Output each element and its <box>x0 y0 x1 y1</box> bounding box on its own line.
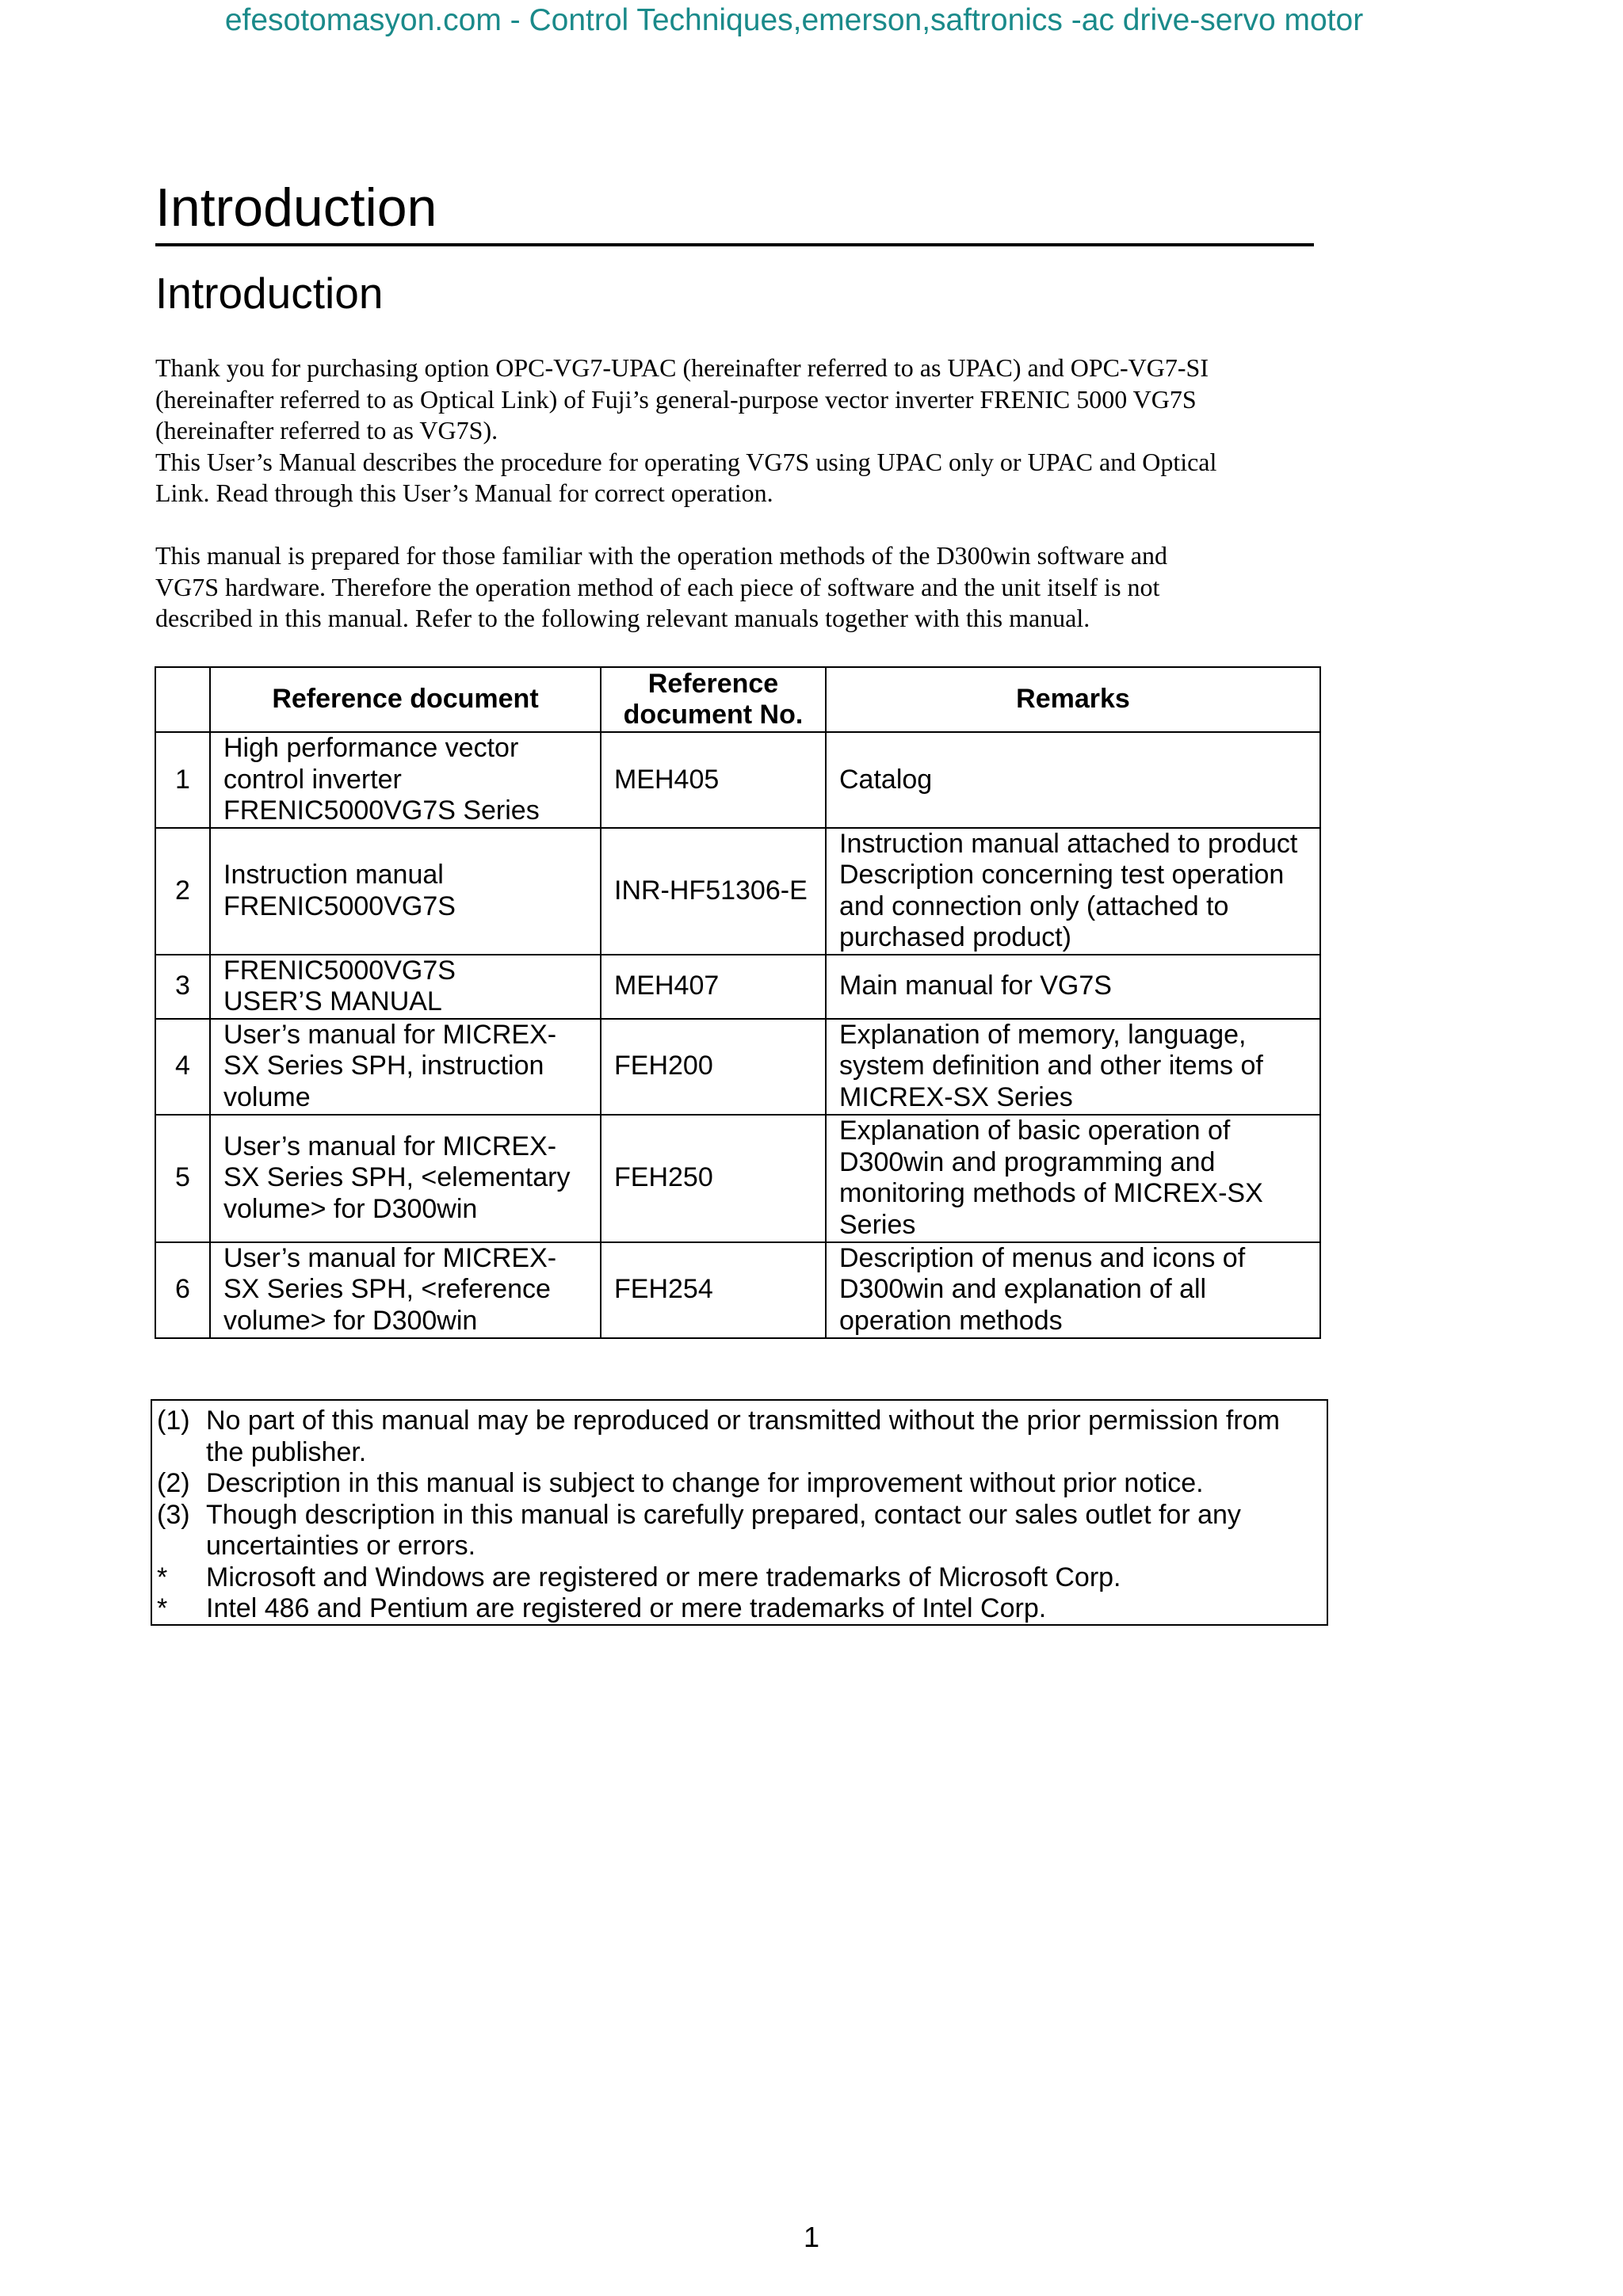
remarks-cell <box>826 732 1320 828</box>
remarks-cell <box>826 1019 1320 1115</box>
notice-text: Intel 486 and Pentium are registered or mere trademarks of Intel Corp. <box>206 1593 1047 1623</box>
cell-line: control inverter <box>223 764 402 795</box>
cell-line: Main manual for VG7S <box>839 971 1112 1001</box>
notice-item <box>157 1468 1319 1500</box>
reference-document-cell <box>210 732 601 828</box>
legal-notice-box <box>151 1399 1328 1626</box>
remarks-cell <box>826 955 1320 1019</box>
table-row <box>155 732 1320 828</box>
reference-documents-table <box>155 666 1321 1339</box>
cell-line: volume> for D300win <box>223 1305 478 1336</box>
cell-line: operation methods <box>839 1305 1063 1336</box>
cell-line: Instruction manual <box>223 860 444 890</box>
title-underline <box>155 243 1314 246</box>
cell-line: Description of menus and icons of <box>839 1242 1246 1273</box>
page-title: Introduction <box>155 177 437 238</box>
cell-line: monitoring methods of MICREX-SX <box>839 1178 1263 1208</box>
cell-line: SX Series SPH, <reference <box>223 1274 551 1305</box>
intro-paragraph <box>155 353 1360 509</box>
audience-paragraph <box>155 540 1360 635</box>
cell-line: FRENIC5000VG7S Series <box>223 795 540 826</box>
notice-text: Though description in this manual is carefully prepared, contact our sales outlet for any <box>206 1499 1241 1530</box>
row-number: 2 <box>155 828 210 955</box>
cell-line: Explanation of memory, language, <box>839 1019 1247 1050</box>
text-line: described in this manual. Refer to the following relevant manuals together with this manual. <box>155 604 1090 632</box>
cell-line: USER’S MANUAL <box>223 986 442 1016</box>
cell-line: FRENIC5000VG7S <box>223 955 456 986</box>
table-row <box>155 955 1320 1019</box>
notice-item <box>157 1405 1319 1468</box>
cell-line: system definition and other items of <box>839 1051 1263 1081</box>
cell-line: High performance vector <box>223 733 519 763</box>
notice-text: No part of this manual may be reproduced or transmitted without the prior permission from <box>206 1405 1280 1436</box>
cell-line: Instruction manual attached to product <box>839 828 1298 859</box>
reference-document-cell <box>210 1242 601 1338</box>
notice-item <box>157 1593 1319 1625</box>
cell-line: User’s manual for MICREX- <box>223 1019 557 1050</box>
remarks-cell <box>826 828 1320 955</box>
text-line: Thank you for purchasing option OPC-VG7-UPAC (hereinafter referred to as UPAC) and OPC-VG7-SI <box>155 353 1209 382</box>
cell-line: D300win and programming and <box>839 1146 1216 1177</box>
cell-line: volume> for D300win <box>223 1193 478 1224</box>
text-line: This User’s Manual describes the procedure for operating VG7S using UPAC only or UPAC and Optical <box>155 447 1217 476</box>
remarks-cell <box>826 1115 1320 1242</box>
notice-marker: (1) <box>157 1405 190 1436</box>
header-line: Reference <box>647 668 779 699</box>
reference-document-cell <box>210 828 601 955</box>
notice-text: Microsoft and Windows are registered or mere trademarks of Microsoft Corp. <box>206 1562 1121 1592</box>
remarks-cell <box>826 1242 1320 1338</box>
notice-text: the publisher. <box>206 1436 367 1467</box>
text-line: (hereinafter referred to as VG7S). <box>155 416 498 444</box>
cell-line: Explanation of basic operation of <box>839 1116 1231 1146</box>
notice-item <box>157 1500 1319 1562</box>
page-number: 1 <box>803 2221 820 2253</box>
text-line: (hereinafter referred to as Optical Link) of Fuji’s general-purpose vector inverter FRENIC 5000 VG7S <box>155 384 1197 414</box>
row-number: 5 <box>155 1115 210 1242</box>
row-number: 1 <box>155 732 210 828</box>
row-number: 3 <box>155 955 210 1019</box>
notice-list <box>157 1405 1319 1625</box>
notice-marker: (2) <box>157 1468 190 1498</box>
document-number-cell: MEH407 <box>601 955 826 1019</box>
header-line: document No. <box>623 700 804 730</box>
row-number: 6 <box>155 1242 210 1338</box>
cell-line: volume <box>223 1081 311 1112</box>
notice-item <box>157 1562 1319 1594</box>
table-header-row <box>155 667 1320 732</box>
cell-line: purchased product) <box>839 922 1071 952</box>
notice-text: uncertainties or errors. <box>206 1531 476 1561</box>
text-line: This manual is prepared for those familiar with the operation methods of the D300win software and <box>155 541 1167 570</box>
cell-line: MICREX-SX Series <box>839 1081 1073 1112</box>
text-line: Link. Read through this User’s Manual for correct operation. <box>155 479 773 507</box>
document-number-cell: FEH200 <box>601 1019 826 1115</box>
document-number-cell: FEH254 <box>601 1242 826 1338</box>
cell-line: Series <box>839 1209 916 1240</box>
column-header-no <box>155 667 210 732</box>
cell-line: and connection only (attached to <box>839 891 1229 921</box>
reference-document-cell <box>210 1115 601 1242</box>
cell-line: SX Series SPH, instruction <box>223 1051 544 1081</box>
table-row <box>155 1115 1320 1242</box>
cell-line: Catalog <box>839 764 933 795</box>
notice-text: Description in this manual is subject to change for improvement without prior notice. <box>206 1468 1204 1498</box>
column-header-doc-no <box>601 667 826 732</box>
reference-document-cell <box>210 1019 601 1115</box>
document-number-cell: INR-HF51306-E <box>601 828 826 955</box>
reference-document-cell <box>210 955 601 1019</box>
watermark-header: efesotomasyon.com - Control Techniques,emerson,saftronics -ac drive-servo motor <box>224 3 1364 37</box>
row-number: 4 <box>155 1019 210 1115</box>
text-line: VG7S hardware. Therefore the operation method of each piece of software and the unit itself is not <box>155 572 1160 601</box>
cell-line: User’s manual for MICREX- <box>223 1242 557 1273</box>
cell-line: FRENIC5000VG7S <box>223 891 456 921</box>
column-header-document: Reference document <box>210 667 601 732</box>
notice-marker: * <box>157 1593 168 1623</box>
cell-line: SX Series SPH, <elementary <box>223 1162 571 1193</box>
cell-line: User’s manual for MICREX- <box>223 1131 557 1161</box>
table-row <box>155 828 1320 955</box>
cell-line: D300win and explanation of all <box>839 1274 1207 1305</box>
table-row <box>155 1242 1320 1338</box>
cell-line: Description concerning test operation <box>839 860 1285 890</box>
table-row <box>155 1019 1320 1115</box>
document-number-cell: MEH405 <box>601 732 826 828</box>
document-number-cell: FEH250 <box>601 1115 826 1242</box>
notice-marker: * <box>157 1562 168 1592</box>
section-heading: Introduction <box>155 269 384 318</box>
notice-marker: (3) <box>157 1499 190 1530</box>
column-header-remarks: Remarks <box>826 667 1320 732</box>
